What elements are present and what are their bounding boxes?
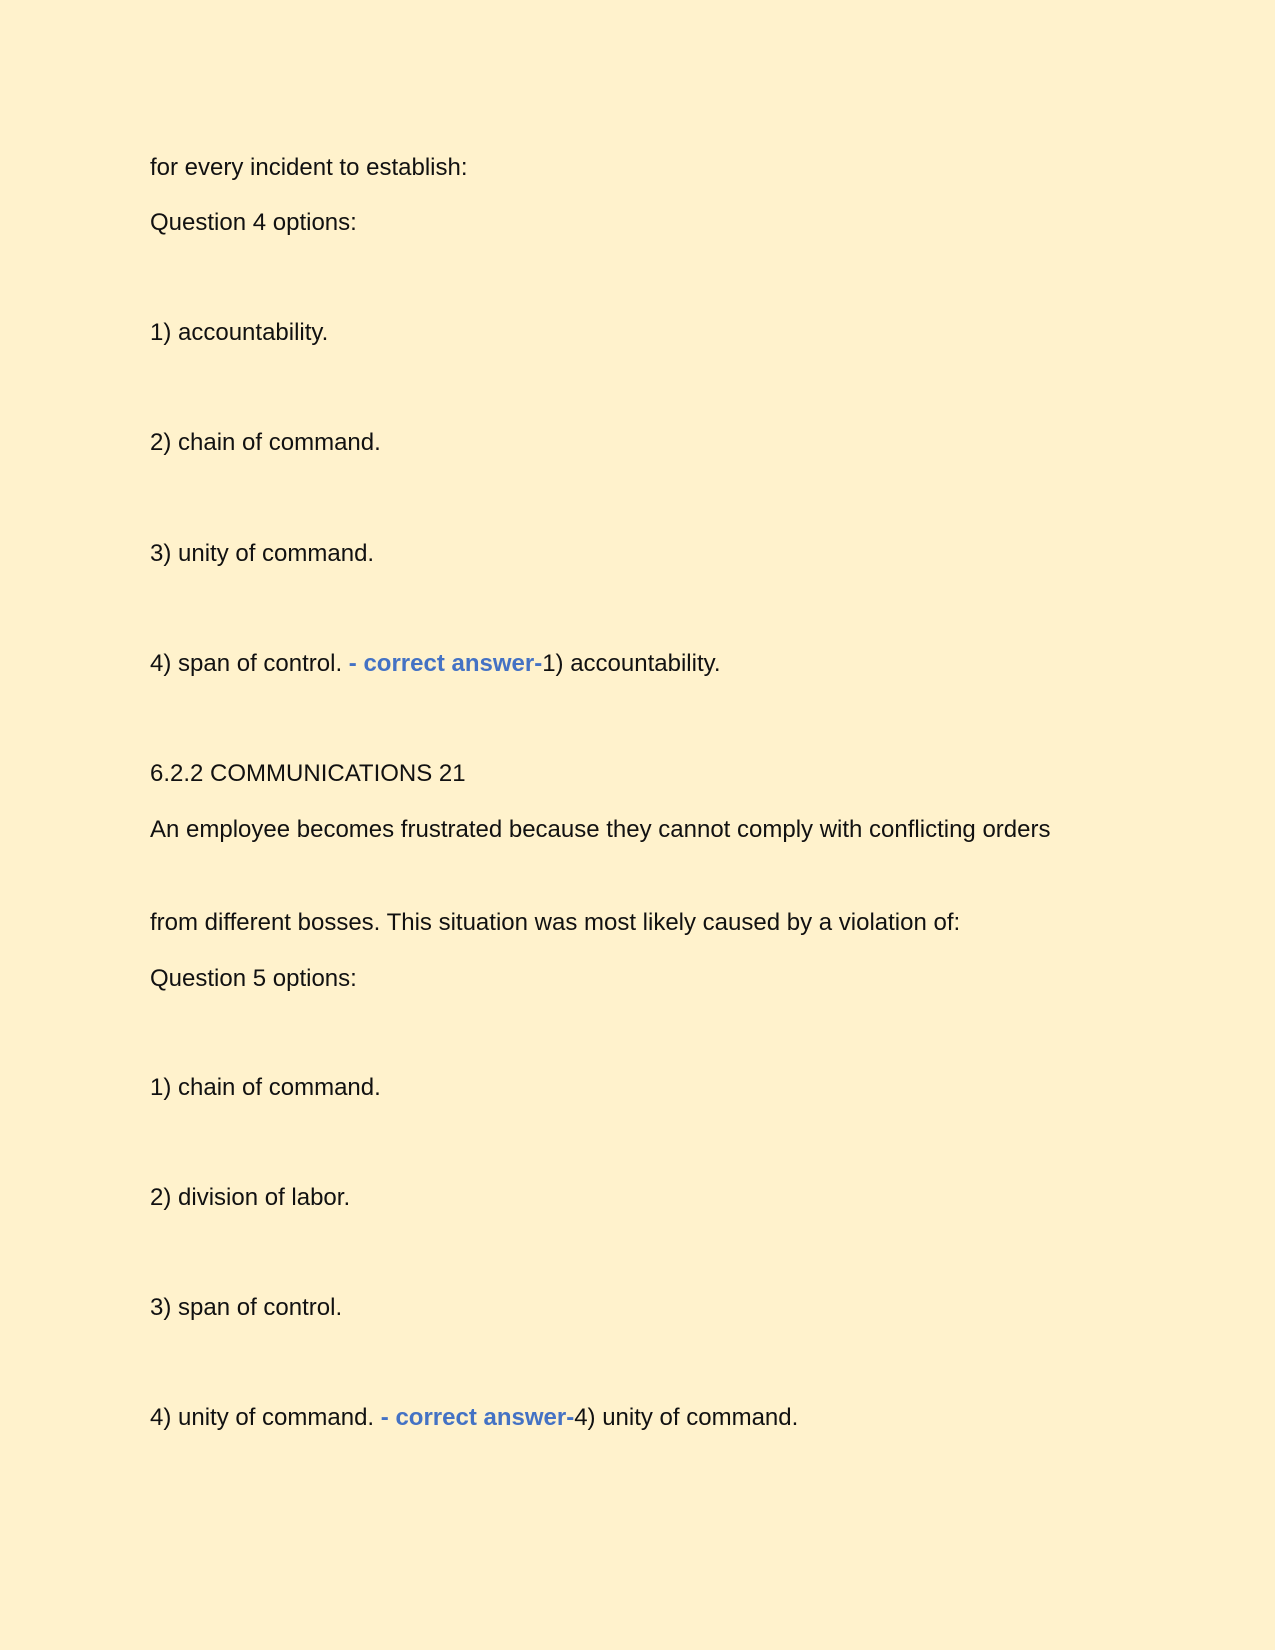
q4-stem-tail: for every incident to establish: <box>150 154 468 181</box>
q5-correct-answer-tag: - correct answer- <box>374 1404 575 1431</box>
q4-option-3: 3) unity of command. <box>150 540 375 567</box>
q4-option-2: 2) chain of command. <box>150 429 381 456</box>
q5-options-heading: Question 5 options: <box>150 965 357 992</box>
q5-stem-line-1: An employee becomes frustrated because they cannot comply with conflicting orders <box>150 816 1051 843</box>
q5-stem-line-2: from different bosses. This situation was most likely caused by a violation of: <box>150 909 961 936</box>
q5-option-4-with-answer <box>150 1399 1110 1437</box>
q5-option-3: 3) span of control. <box>150 1294 343 1321</box>
q4-option-1: 1) accountability. <box>150 319 329 346</box>
section-heading: 6.2.2 COMMUNICATIONS 21 <box>150 760 466 787</box>
q4-correct-answer-value: 1) accountability. <box>542 650 721 677</box>
q5-option-4: 4) unity of command. <box>150 1404 375 1431</box>
q5-option-2: 2) division of labor. <box>150 1184 351 1211</box>
q4-options-heading: Question 4 options: <box>150 209 357 236</box>
q4-option-4-with-answer <box>150 645 1110 683</box>
q4-option-4: 4) span of control. <box>150 650 343 677</box>
q5-option-1: 1) chain of command. <box>150 1074 381 1101</box>
q4-correct-answer-tag: - correct answer- <box>342 650 543 677</box>
q5-correct-answer-value: 4) unity of command. <box>574 1404 799 1431</box>
